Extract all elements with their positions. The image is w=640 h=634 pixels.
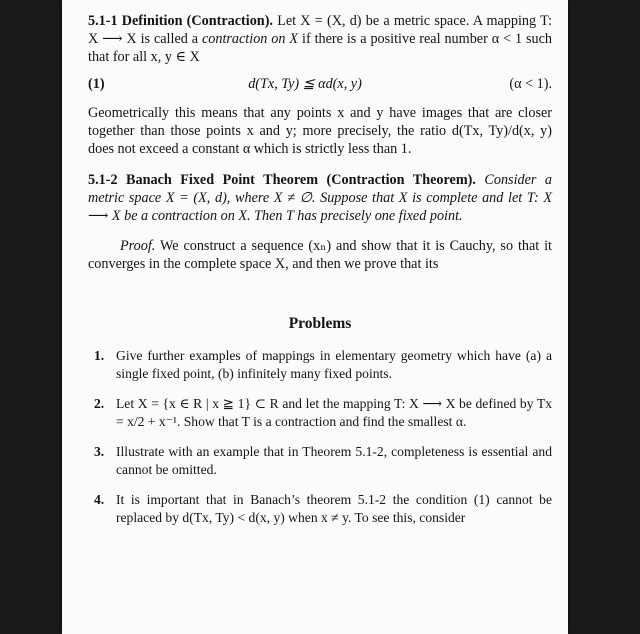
equation-formula: d(Tx, Ty) ≦ αd(x, y) [248, 76, 362, 92]
book-page [62, 0, 568, 634]
problem-text: Give further examples of mappings in elementary geometry which have (a) a single fixed point, (b) infinitely many fixed points. [116, 348, 552, 381]
problem-number: 4. [94, 492, 105, 507]
page-content [88, 12, 552, 539]
problem-item [94, 395, 552, 431]
problem-number: 2. [94, 396, 105, 411]
proof-text: We construct a sequence (xₙ) and show that it is Cauchy, so that it converges in the complete space X, and then we prove that its [88, 238, 552, 272]
proof-paragraph [88, 237, 552, 273]
problem-number: 3. [94, 444, 105, 459]
definition-paragraph [88, 12, 552, 66]
problem-number: 1. [94, 348, 105, 363]
problem-text: Let X = {x ∈ R | x ≧ 1} ⊂ R and let the mapping T: X ⟶ X be defined by Tx = x/2 + x⁻¹. Show that T is a contraction and find the smallest α. [116, 396, 552, 429]
geometric-paragraph: Geometrically this means that any points x and y have images that are closer together than those points x and y; more precisely, the ratio d(Tx, Ty)/d(x, y) does not exceed a constant α which is strictly less than 1. [88, 105, 552, 157]
problem-item [94, 491, 552, 527]
definition-term: contraction on X [201, 31, 299, 47]
proof-label: Proof. [120, 238, 156, 254]
theorem-statement: Consider a metric space X = (X, d), where X ≠ ∅. Suppose that X is complete and let T: X ⟶ X be a contraction on X. Then T has precisely one fixed point. [88, 172, 553, 224]
equation-1 [88, 75, 552, 93]
problem-item [94, 443, 552, 479]
theorem-title: 5.1-2 Banach Fixed Point Theorem (Contraction Theorem). [88, 172, 476, 188]
definition-text-2: if there is a positive real number α < 1 such that for all x, y ∈ X [88, 31, 553, 65]
theorem-paragraph [88, 171, 552, 225]
problem-text: Illustrate with an example that in Theorem 5.1-2, completeness is essential and cannot be omitted. [116, 444, 552, 477]
problem-text: It is important that in Banach’s theorem 5.1-2 the condition (1) cannot be replaced by d(Tx, Ty) < d(x, y) when x ≠ y. To see this, consider [116, 492, 552, 525]
equation-number: (1) [88, 76, 105, 92]
definition-text-1: Let X = (X, d) be a metric space. A mapping T: X ⟶ X is called a [88, 13, 552, 47]
problems-heading: Problems [288, 315, 352, 332]
equation-condition: (α < 1). [509, 76, 552, 92]
problem-item [94, 347, 552, 383]
definition-title: 5.1-1 Definition (Contraction). [88, 13, 273, 29]
